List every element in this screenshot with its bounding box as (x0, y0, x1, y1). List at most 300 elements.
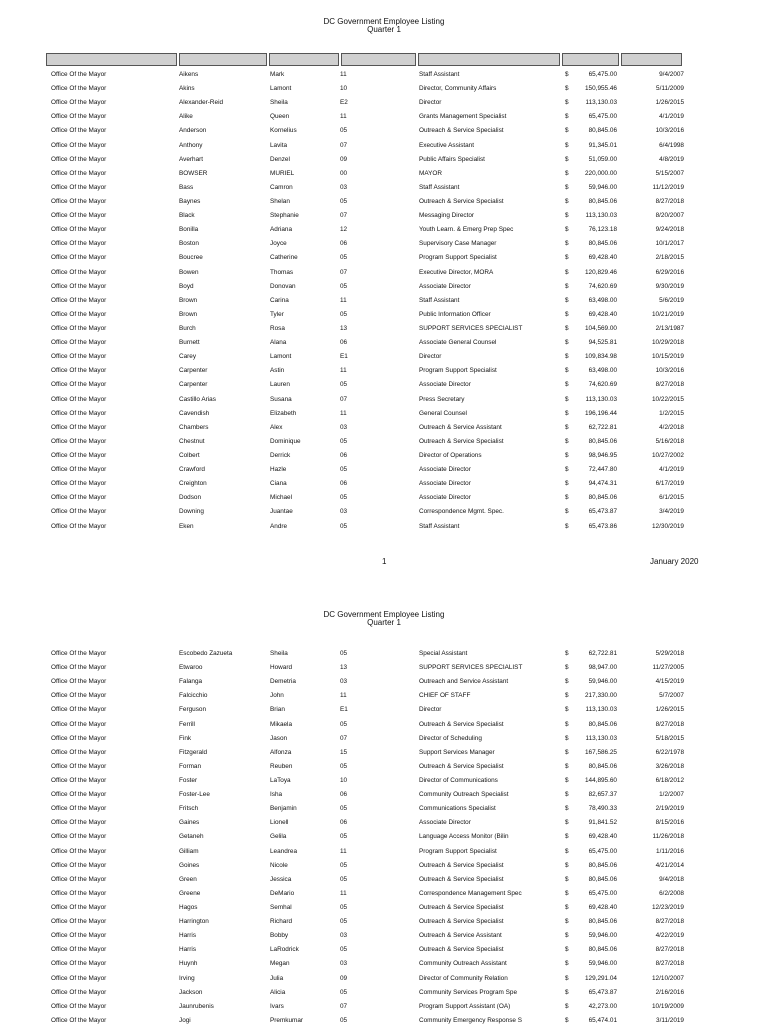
cell-salary: 80,845.06 (588, 918, 617, 926)
cell-first-name: Alfonza (270, 748, 292, 756)
cell-first-name: Megan (270, 960, 290, 968)
cell-salary: 80,845.06 (588, 437, 617, 445)
cell-job-title: Outreach & Service Specialist (419, 762, 504, 770)
cell-currency: $ (565, 805, 569, 813)
cell-currency: $ (565, 833, 569, 841)
table-row (0, 675, 768, 689)
table-header (46, 53, 682, 66)
cell-grade: 13 (340, 664, 348, 672)
cell-agency: Office Of the Mayor (51, 480, 107, 488)
cell-hire-date: 12/30/2019 (652, 522, 684, 530)
cell-grade: 05 (340, 762, 348, 770)
cell-grade: 03 (340, 932, 348, 940)
cell-first-name: Derrick (270, 451, 291, 459)
cell-last-name: Chestnut (179, 437, 205, 445)
table-row (0, 181, 768, 195)
cell-last-name: Irving (179, 974, 195, 982)
cell-first-name: MURIEL (270, 169, 295, 177)
cell-agency: Office Of the Mayor (51, 381, 107, 389)
table-row (0, 195, 768, 209)
cell-salary: 196,196.44 (585, 409, 617, 417)
table-row (0, 237, 768, 251)
cell-salary: 113,130.03 (585, 395, 617, 403)
table-row (0, 364, 768, 378)
cell-salary: 65,475.00 (588, 847, 617, 855)
cell-job-title: Staff Assistant (419, 296, 460, 304)
cell-last-name: Greene (179, 889, 201, 897)
table-row (0, 322, 768, 336)
cell-first-name: Stephanie (270, 212, 299, 220)
cell-job-title: Public Affairs Specialist (419, 155, 485, 163)
cell-hire-date: 4/1/2019 (659, 466, 684, 474)
cell-job-title: Outreach and Service Assistant (419, 678, 509, 686)
cell-job-title: Director (419, 353, 442, 361)
cell-agency: Office Of the Mayor (51, 409, 107, 417)
cell-grade: 05 (340, 720, 348, 728)
cell-agency: Office Of the Mayor (51, 226, 107, 234)
cell-last-name: Foster (179, 776, 198, 784)
cell-currency: $ (565, 762, 569, 770)
cell-agency: Office Of the Mayor (51, 776, 107, 784)
cell-salary: 167,586.25 (585, 748, 617, 756)
page-subtitle: Quarter 1 (367, 618, 401, 627)
table-row (0, 647, 768, 661)
cell-last-name: Anthony (179, 141, 203, 149)
cell-hire-date: 4/2/2018 (659, 423, 684, 431)
cell-currency: $ (565, 99, 569, 107)
cell-grade: 03 (340, 960, 348, 968)
cell-last-name: Gilliam (179, 847, 199, 855)
cell-salary: 65,475.00 (588, 889, 617, 897)
cell-job-title: Outreach & Service Assistant (419, 932, 502, 940)
cell-first-name: LaToya (270, 776, 291, 784)
cell-currency: $ (565, 282, 569, 290)
header-cell-title (418, 53, 560, 66)
cell-hire-date: 1/26/2015 (655, 99, 684, 107)
cell-hire-date: 10/3/2016 (655, 367, 684, 375)
cell-salary: 94,474.31 (588, 480, 617, 488)
cell-hire-date: 5/16/2018 (655, 437, 684, 445)
cell-agency: Office Of the Mayor (51, 678, 107, 686)
cell-agency: Office Of the Mayor (51, 861, 107, 869)
cell-hire-date: 2/18/2015 (655, 254, 684, 262)
cell-salary: 62,722.81 (588, 650, 617, 657)
cell-currency: $ (565, 875, 569, 883)
cell-salary: 59,946.00 (588, 183, 617, 191)
cell-first-name: Semhal (270, 903, 292, 911)
cell-agency: Office Of the Mayor (51, 875, 107, 883)
cell-hire-date: 12/10/2007 (652, 974, 684, 982)
cell-currency: $ (565, 960, 569, 968)
cell-first-name: Lamont (270, 85, 292, 93)
cell-currency: $ (565, 692, 569, 700)
cell-currency: $ (565, 494, 569, 502)
cell-first-name: Lamont (270, 353, 292, 361)
cell-last-name: Fink (179, 734, 192, 742)
cell-first-name: Thomas (270, 268, 294, 276)
table-row (0, 703, 768, 717)
cell-grade: 11 (340, 296, 347, 304)
cell-last-name: Foster-Lee (179, 791, 210, 799)
cell-agency: Office Of the Mayor (51, 141, 107, 149)
cell-job-title: General Counsel (419, 409, 467, 417)
cell-last-name: Fitzgerald (179, 748, 208, 756)
cell-salary: 98,946.95 (588, 451, 617, 459)
cell-currency: $ (565, 706, 569, 714)
cell-first-name: Mikaela (270, 720, 293, 728)
cell-last-name: Escobedo Zazueta (179, 650, 233, 657)
cell-grade: 07 (340, 1002, 348, 1010)
cell-salary: 65,473.87 (588, 988, 617, 996)
cell-first-name: Rosa (270, 324, 285, 332)
cell-salary: 63,498.00 (588, 367, 617, 375)
cell-grade: 09 (340, 974, 348, 982)
cell-first-name: Leandrea (270, 847, 298, 855)
cell-first-name: Gelila (270, 833, 287, 841)
cell-hire-date: 8/27/2018 (655, 960, 684, 968)
cell-last-name: Alexander-Reid (179, 99, 224, 107)
table-row (0, 689, 768, 703)
cell-agency: Office Of the Mayor (51, 720, 107, 728)
cell-currency: $ (565, 71, 569, 78)
cell-hire-date: 3/11/2019 (656, 1016, 684, 1024)
cell-salary: 78,490.33 (588, 805, 617, 813)
table-row (0, 986, 768, 1000)
cell-last-name: Bonilla (179, 226, 199, 234)
cell-last-name: Bowen (179, 268, 199, 276)
table-row (0, 491, 768, 505)
cell-last-name: Jogi (179, 1016, 191, 1024)
cell-grade: 11 (340, 113, 347, 121)
cell-currency: $ (565, 650, 569, 657)
cell-grade: 11 (340, 409, 347, 417)
cell-salary: 80,845.06 (588, 861, 617, 869)
cell-last-name: Green (179, 875, 197, 883)
cell-currency: $ (565, 932, 569, 940)
cell-salary: 220,000.00 (585, 169, 617, 177)
cell-hire-date: 3/4/2019 (659, 508, 684, 516)
table-row (0, 393, 768, 407)
table-row (0, 788, 768, 802)
cell-first-name: Camron (270, 183, 293, 191)
cell-currency: $ (565, 847, 569, 855)
cell-hire-date: 4/21/2014 (655, 861, 684, 869)
cell-agency: Office Of the Mayor (51, 423, 107, 431)
cell-currency: $ (565, 664, 569, 672)
table-row (0, 859, 768, 873)
footer-date: January 2020 (650, 557, 699, 566)
cell-last-name: Boston (179, 240, 199, 248)
cell-hire-date: 1/11/2016 (656, 847, 684, 855)
table-row (0, 407, 768, 421)
cell-job-title: Community Emergency Response S (419, 1016, 523, 1024)
cell-currency: $ (565, 169, 569, 177)
cell-first-name: Queen (270, 113, 290, 121)
cell-salary: 113,130.03 (585, 706, 617, 714)
cell-first-name: Joyce (270, 240, 287, 248)
cell-first-name: Susana (270, 395, 292, 403)
table-row (0, 82, 768, 96)
cell-agency: Office Of the Mayor (51, 268, 107, 276)
page-subtitle: Quarter 1 (367, 25, 401, 34)
cell-job-title: Executive Director, MORA (419, 268, 494, 276)
cell-agency: Office Of the Mayor (51, 451, 107, 459)
cell-currency: $ (565, 296, 569, 304)
cell-hire-date: 4/15/2019 (655, 678, 684, 686)
cell-salary: 42,273.00 (588, 1002, 617, 1010)
cell-currency: $ (565, 819, 569, 827)
table-row (0, 845, 768, 859)
cell-salary: 65,475.00 (588, 71, 617, 78)
table-row (0, 153, 768, 167)
cell-hire-date: 10/15/2019 (652, 353, 684, 361)
cell-grade: 05 (340, 254, 348, 262)
cell-grade: 05 (340, 903, 348, 911)
cell-first-name: Catherine (270, 254, 298, 262)
cell-grade: 05 (340, 946, 348, 954)
cell-hire-date: 1/2/2015 (659, 409, 684, 417)
table-row (0, 1014, 768, 1028)
cell-salary: 69,428.40 (588, 254, 617, 262)
table-row (0, 251, 768, 265)
table-row (0, 1000, 768, 1014)
cell-salary: 74,620.69 (588, 381, 617, 389)
cell-agency: Office Of the Mayor (51, 113, 107, 121)
cell-grade: 05 (340, 875, 348, 883)
cell-currency: $ (565, 734, 569, 742)
cell-first-name: Reuben (270, 762, 293, 770)
header-cell-last-name (179, 53, 267, 66)
cell-last-name: Boucree (179, 254, 203, 262)
page-title: DC Government Employee Listing (323, 17, 445, 26)
table-body-page-2 (0, 647, 768, 1028)
cell-agency: Office Of the Mayor (51, 296, 107, 304)
cell-currency: $ (565, 776, 569, 784)
cell-job-title: Language Access Monitor (Bilin (419, 833, 509, 841)
cell-job-title: Staff Assistant (419, 522, 460, 530)
cell-grade: 05 (340, 127, 348, 135)
cell-salary: 80,845.06 (588, 762, 617, 770)
cell-job-title: Program Support Assistant (OA) (419, 1002, 511, 1010)
cell-grade: 03 (340, 423, 348, 431)
cell-last-name: Burch (179, 324, 196, 332)
cell-grade: 07 (340, 268, 348, 276)
cell-agency: Office Of the Mayor (51, 437, 107, 445)
cell-first-name: Ivars (270, 1002, 284, 1010)
cell-grade: 05 (340, 522, 348, 530)
cell-grade: 05 (340, 650, 348, 657)
cell-job-title: SUPPORT SERVICES SPECIALIST (419, 664, 523, 672)
cell-agency: Office Of the Mayor (51, 197, 107, 205)
cell-salary: 91,841.52 (588, 819, 617, 827)
cell-grade: 05 (340, 437, 348, 445)
cell-agency: Office Of the Mayor (51, 650, 107, 657)
cell-last-name: Creighton (179, 480, 207, 488)
cell-first-name: Lauren (270, 381, 290, 389)
table-row (0, 732, 768, 746)
cell-job-title: Community Services Program Spe (419, 988, 518, 996)
header-cell-grade (341, 53, 416, 66)
table-row (0, 661, 768, 675)
table-row (0, 915, 768, 929)
cell-grade: 06 (340, 339, 348, 347)
cell-agency: Office Of the Mayor (51, 494, 107, 502)
cell-job-title: Messaging Director (419, 212, 475, 220)
cell-first-name: Adriana (270, 226, 293, 234)
cell-hire-date: 11/26/2018 (652, 833, 684, 841)
cell-grade: 11 (340, 367, 347, 375)
cell-last-name: Harris (179, 932, 197, 940)
table-row (0, 520, 768, 534)
cell-grade: 07 (340, 141, 348, 149)
table-row (0, 477, 768, 491)
cell-grade: E1 (340, 706, 348, 714)
cell-job-title: Director of Communications (419, 776, 498, 784)
cell-first-name: Juantae (270, 508, 293, 516)
cell-job-title: Outreach & Service Specialist (419, 437, 504, 445)
cell-currency: $ (565, 903, 569, 911)
cell-agency: Office Of the Mayor (51, 353, 107, 361)
cell-first-name: Alana (270, 339, 287, 347)
cell-grade: 06 (340, 480, 348, 488)
table-row (0, 802, 768, 816)
cell-grade: 05 (340, 381, 348, 389)
cell-agency: Office Of the Mayor (51, 762, 107, 770)
cell-currency: $ (565, 791, 569, 799)
cell-job-title: Associate Director (419, 466, 471, 474)
cell-last-name: Ferrill (179, 720, 195, 728)
cell-job-title: Outreach & Service Assistant (419, 423, 502, 431)
cell-agency: Office Of the Mayor (51, 988, 107, 996)
cell-job-title: Director, Community Affairs (419, 85, 497, 93)
cell-agency: Office Of the Mayor (51, 310, 107, 318)
cell-salary: 109,834.98 (585, 353, 617, 361)
cell-last-name: Downing (179, 508, 204, 516)
cell-salary: 63,498.00 (588, 296, 617, 304)
cell-job-title: Director (419, 99, 442, 107)
cell-last-name: Gaines (179, 819, 200, 827)
cell-grade: 10 (340, 85, 348, 93)
page-number: 1 (382, 557, 387, 566)
table-body-page-1 (0, 68, 768, 534)
cell-agency: Office Of the Mayor (51, 903, 107, 911)
cell-grade: 03 (340, 678, 348, 686)
cell-first-name: Denzel (270, 155, 290, 163)
cell-hire-date: 2/16/2016 (655, 988, 684, 996)
cell-salary: 150,955.46 (585, 85, 617, 93)
cell-currency: $ (565, 466, 569, 474)
cell-grade: 05 (340, 1016, 348, 1024)
page-title: DC Government Employee Listing (323, 610, 445, 619)
cell-job-title: Program Support Specialist (419, 254, 497, 262)
cell-salary: 120,829.46 (585, 268, 617, 276)
cell-hire-date: 11/27/2005 (652, 664, 684, 672)
cell-salary: 144,895.60 (585, 776, 617, 784)
cell-job-title: Outreach & Service Specialist (419, 918, 504, 926)
cell-job-title: Correspondence Mgmt. Spec. (419, 508, 504, 516)
cell-currency: $ (565, 226, 569, 234)
cell-agency: Office Of the Mayor (51, 974, 107, 982)
cell-agency: Office Of the Mayor (51, 734, 107, 742)
table-row (0, 167, 768, 181)
cell-job-title: MAYOR (419, 169, 442, 177)
table-row (0, 378, 768, 392)
cell-first-name: John (270, 692, 284, 700)
cell-currency: $ (565, 85, 569, 93)
cell-job-title: Staff Assistant (419, 183, 460, 191)
cell-job-title: Director of Operations (419, 451, 482, 459)
cell-job-title: Associate General Counsel (419, 339, 497, 347)
cell-grade: 05 (340, 282, 348, 290)
cell-salary: 65,475.00 (588, 113, 617, 121)
cell-last-name: Jackson (179, 988, 203, 996)
cell-last-name: Etwaroo (179, 664, 203, 672)
cell-last-name: Huynh (179, 960, 198, 968)
cell-salary: 69,428.40 (588, 903, 617, 911)
cell-salary: 59,946.00 (588, 960, 617, 968)
cell-last-name: Jaunrubenis (179, 1002, 214, 1010)
cell-hire-date: 9/4/2007 (659, 71, 684, 78)
cell-hire-date: 5/18/2015 (655, 734, 684, 742)
cell-hire-date: 10/21/2019 (652, 310, 684, 318)
cell-first-name: Mark (270, 71, 285, 78)
table-row (0, 816, 768, 830)
cell-hire-date: 1/2/2007 (659, 791, 684, 799)
cell-salary: 80,845.06 (588, 494, 617, 502)
table-row (0, 760, 768, 774)
cell-salary: 59,946.00 (588, 932, 617, 940)
table-row (0, 110, 768, 124)
cell-job-title: Associate Director (419, 480, 471, 488)
table-row (0, 68, 768, 82)
cell-hire-date: 5/29/2018 (655, 650, 684, 657)
cell-agency: Office Of the Mayor (51, 706, 107, 714)
cell-agency: Office Of the Mayor (51, 918, 107, 926)
cell-salary: 65,473.86 (588, 522, 617, 530)
cell-agency: Office Of the Mayor (51, 847, 107, 855)
cell-last-name: Burnett (179, 339, 200, 347)
cell-first-name: Lavita (270, 141, 288, 149)
table-row (0, 463, 768, 477)
cell-hire-date: 9/24/2018 (655, 226, 684, 234)
cell-job-title: SUPPORT SERVICES SPECIALIST (419, 324, 523, 332)
cell-last-name: Dodson (179, 494, 202, 502)
cell-grade: E2 (340, 99, 348, 107)
cell-first-name: Elizabeth (270, 409, 297, 417)
cell-hire-date: 9/30/2019 (655, 282, 684, 290)
cell-hire-date: 6/1/2015 (659, 494, 684, 502)
cell-agency: Office Of the Mayor (51, 692, 107, 700)
cell-hire-date: 1/26/2015 (655, 706, 684, 714)
table-row (0, 294, 768, 308)
cell-job-title: Outreach & Service Specialist (419, 127, 504, 135)
cell-currency: $ (565, 1002, 569, 1010)
cell-agency: Office Of the Mayor (51, 71, 107, 78)
cell-last-name: Carpenter (179, 367, 208, 375)
cell-job-title: Grants Management Specialist (419, 113, 507, 121)
cell-currency: $ (565, 409, 569, 417)
table-row (0, 972, 768, 986)
table-row (0, 421, 768, 435)
cell-job-title: Director of Community Relation (419, 974, 508, 982)
cell-last-name: BOWSER (179, 169, 208, 177)
cell-grade: 05 (340, 805, 348, 813)
cell-hire-date: 3/26/2018 (655, 762, 684, 770)
cell-job-title: Community Outreach Specialist (419, 791, 509, 799)
cell-grade: 05 (340, 310, 348, 318)
cell-salary: 80,845.06 (588, 197, 617, 205)
cell-salary: 217,330.00 (585, 692, 617, 700)
